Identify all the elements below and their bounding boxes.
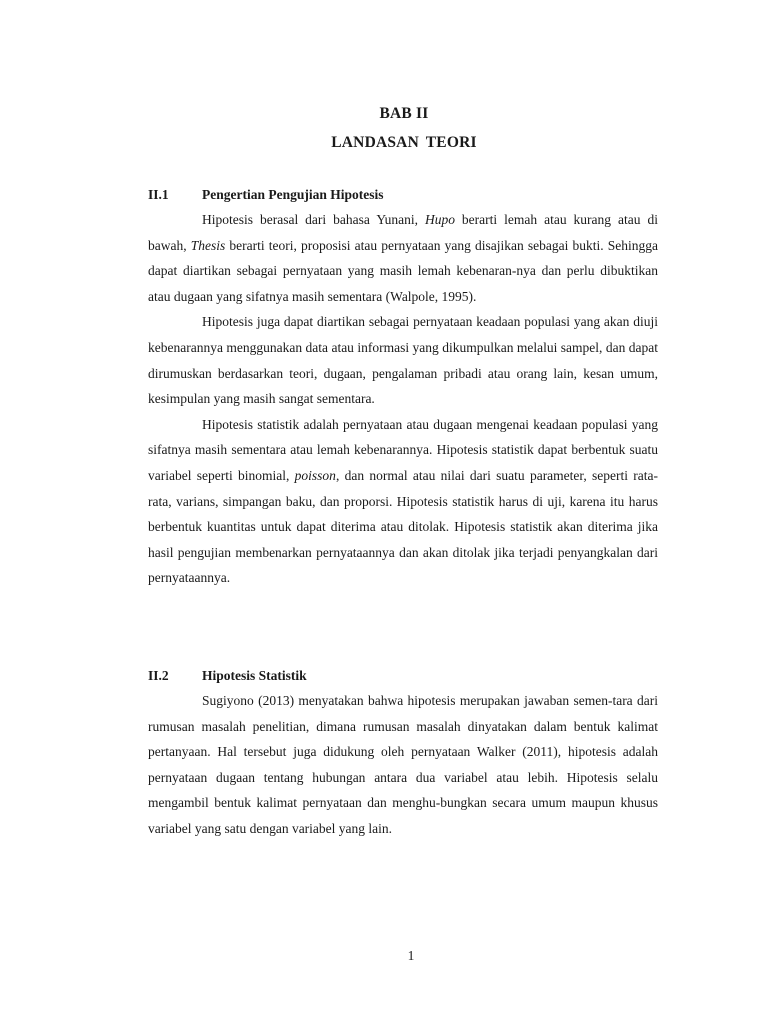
text-run: Hipotesis berasal dari bahasa Yunani, — [202, 212, 425, 227]
italic-term: Hupo — [424, 212, 455, 227]
section-title: Pengertian Pengujian Hipotesis — [202, 187, 384, 202]
section-body — [148, 207, 658, 591]
paragraph: Hipotesis juga dapat diartikan sebagai pernyataan keadaan populasi yang akan diuji kebenarannya menggunakan data atau informasi yang dikumpulkan melalui sampel, dan dapat dirumuskan berdasarkan teori, dugaan, pengalaman pribadi atau orang lain, kesan umum, kesimpulan yang masih sangat sementara. — [148, 314, 658, 407]
text-run: berarti teori, proposisi atau pernyataan yang disajikan sebagai bukti. Sehingga dapat diartikan sebagai pernyataan yang masih lemah kebenaran-nya dan perlu dibuktikan atau dugaan yang sifatnya masih sementara (Walpole, 1995). — [148, 237, 659, 304]
italic-term: poisson — [294, 467, 336, 483]
text-run: berarti lemah atau kurang atau di bawah, — [148, 212, 658, 253]
section-title: Hipotesis Statistik — [202, 668, 307, 683]
section-heading — [148, 187, 384, 203]
paragraph — [148, 412, 658, 591]
paragraph: Sugiyono (2013) menyatakan bahwa hipotesis merupakan jawaban semen-tara dari rumusan masalah penelitian, dimana rumusan masalah dinyatakan dalam bentuk kalimat pertanyaan. Hal tersebut juga didukung oleh pernyataan Walker (2011), hipotesis adalah pernyataan dugaan tentang hubungan antara dua variabel atau lebih. Hipotesis selalu mengambil bentuk kalimat pernyataan dan menghu-bungkan secara umum maupun khusus variabel yang satu dengan variabel yang lain. — [148, 693, 658, 836]
section-number: II.1 — [148, 187, 169, 202]
text-run: Hipotesis statistik adalah pernyataan atau dugaan mengenai keadaan populasi yang sifatnya masih sementara atau lemah kebenarannya. Hipotesis statistik dapat berbentuk suatu variabel seperti binomial, — [148, 416, 658, 483]
italic-term: Thesis — [190, 237, 226, 253]
section-heading — [148, 668, 307, 684]
section-body — [148, 688, 658, 842]
chapter-title: LANDASAN TEORI — [331, 134, 477, 151]
text-run: , dan normal atau nilai dari suatu parameter, seperti rata-rata, varians, simpangan baku, dan proporsi. Hipotesis statistik harus di uji, karena itu harus berbentuk kuantitas untuk dapat diterima atau ditolak. Hipotesis statistik akan diterima jika hasil pengujian membenarkan pernyataannya dan akan ditolak jika terjadi penyangkalan dari pernyataannya. — [148, 467, 659, 586]
paragraph — [148, 207, 658, 309]
section-number: II.2 — [148, 668, 169, 683]
page-number: 1 — [407, 948, 415, 963]
chapter-number: BAB II — [379, 105, 429, 122]
